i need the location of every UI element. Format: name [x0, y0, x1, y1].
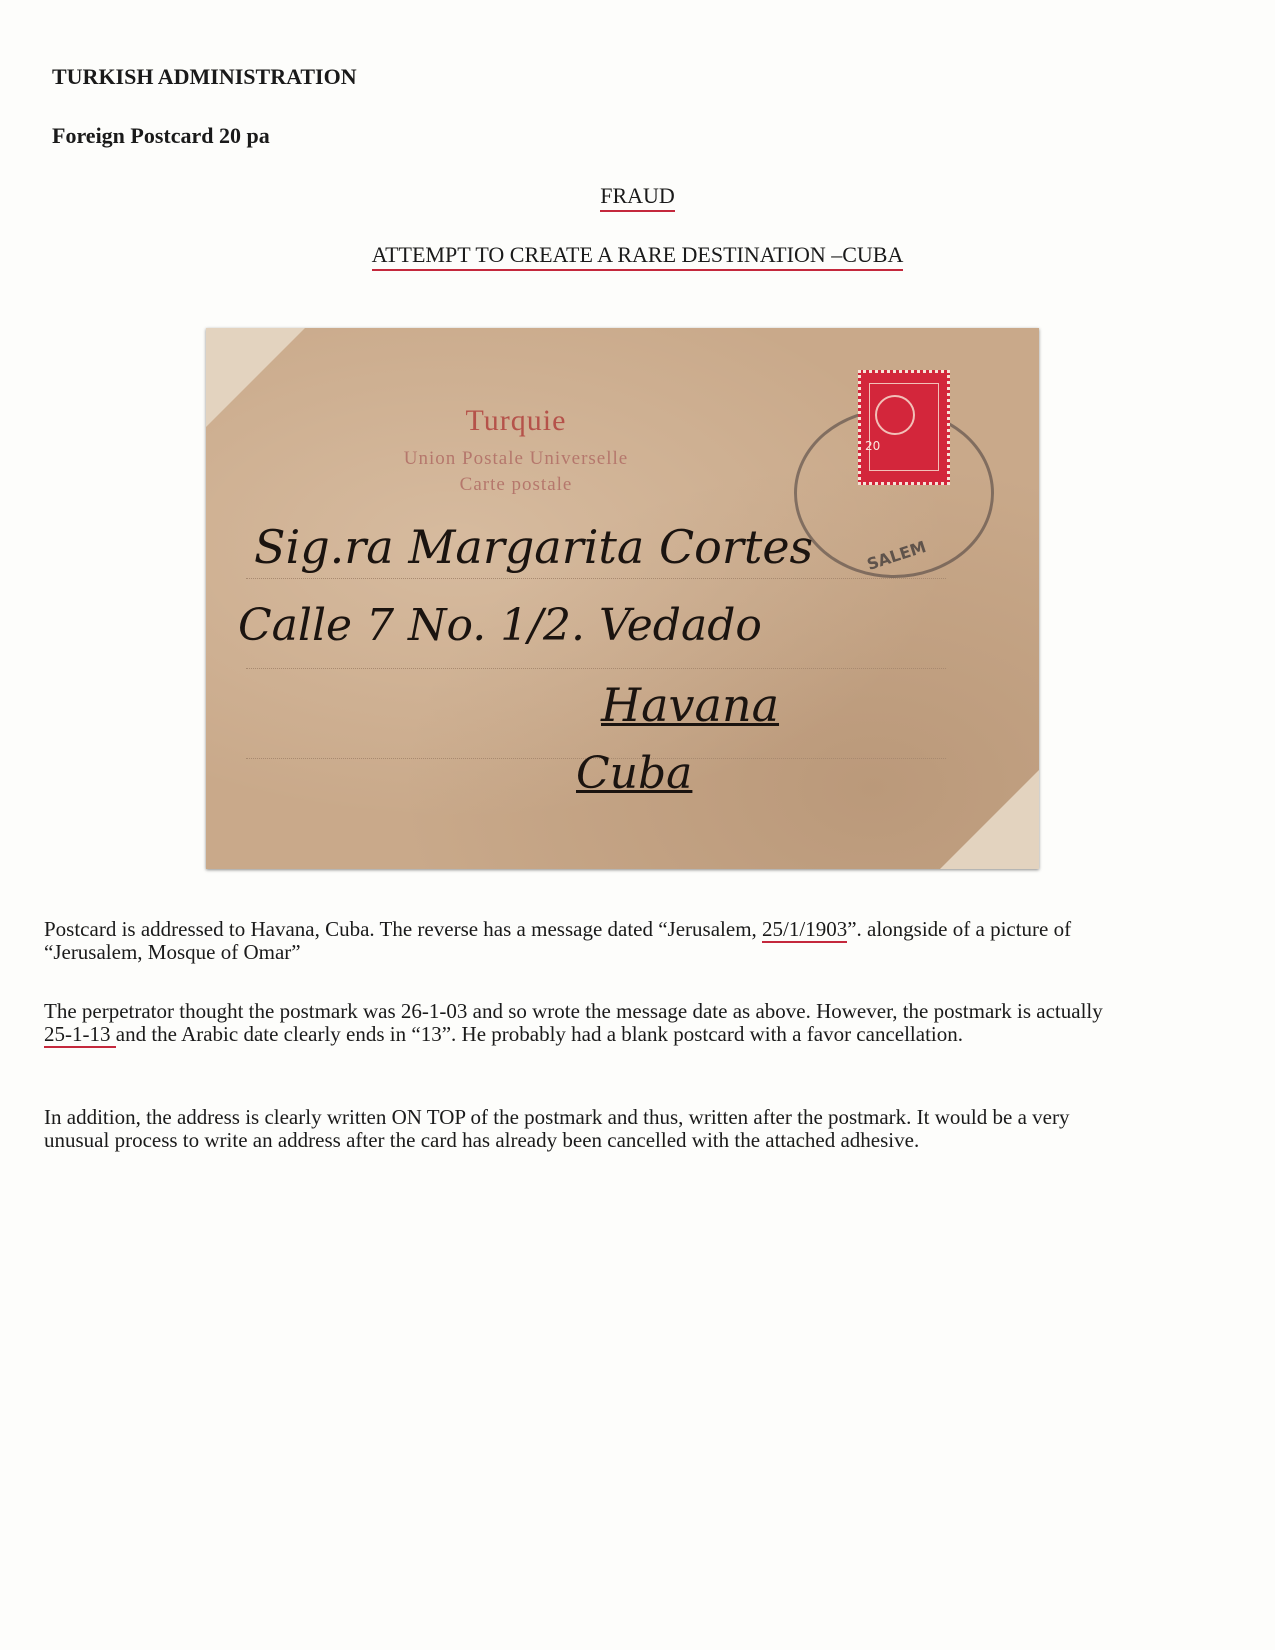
paragraph-text: ”. alongside of a picture of “Jerusalem, Mosque of Omar”	[44, 917, 1072, 964]
postcard-printed-carte: Carte postale	[459, 474, 573, 495]
postcard-printed-title: Turquie	[465, 404, 567, 437]
handwritten-city: Havana	[601, 678, 780, 732]
paragraph-address-over-postmark: In addition, the address is clearly written ON TOP of the postmark and thus, written after the postmark. It would be a very unusual process to write an address after the card has already been cancelled with the attached adhesive.	[44, 1105, 1070, 1152]
paragraph-address-description	[44, 918, 1134, 964]
page-subheading: Foreign Postcard 20 pa	[52, 123, 270, 148]
postcard-image	[206, 328, 1039, 869]
paragraph-text: and the Arabic date clearly ends in “13”. He probably had a blank postcard with a favor cancellation.	[115, 1022, 963, 1046]
attempt-title-text: ATTEMPT TO CREATE A RARE DESTINATION –CUBA	[372, 242, 904, 271]
fraud-title-text: FRAUD	[600, 183, 675, 212]
fraud-title	[0, 183, 1275, 209]
tughra-icon	[875, 395, 915, 435]
postmark-text: SALEM	[864, 537, 929, 574]
handwritten-country: Cuba	[576, 748, 693, 799]
postcard-printed-union: Union Postale Universelle	[403, 448, 629, 469]
page-heading: TURKISH ADMINISTRATION	[52, 64, 357, 89]
attempt-title	[0, 242, 1275, 268]
underlined-date: 25/1/1903	[762, 917, 848, 941]
address-line	[246, 668, 946, 669]
underlined-date: 25-1-13	[44, 1022, 116, 1046]
handwritten-recipient: Sig.ra Margarita Cortes	[254, 520, 814, 574]
postage-stamp	[858, 370, 950, 485]
photo-corner-bottom-right	[940, 770, 1039, 869]
address-line	[246, 578, 946, 579]
paragraph-text: The perpetrator thought the postmark was 26-1-03 and so wrote the message date as above. However, the postmark is actually	[44, 999, 1103, 1023]
stamp-value: 20	[865, 439, 881, 453]
handwritten-street: Calle 7 No. 1/2. Vedado	[238, 600, 762, 651]
paragraph-postmark-explanation	[44, 1000, 1134, 1046]
paragraph-text: Postcard is addressed to Havana, Cuba. The reverse has a message dated “Jerusalem,	[44, 917, 763, 941]
